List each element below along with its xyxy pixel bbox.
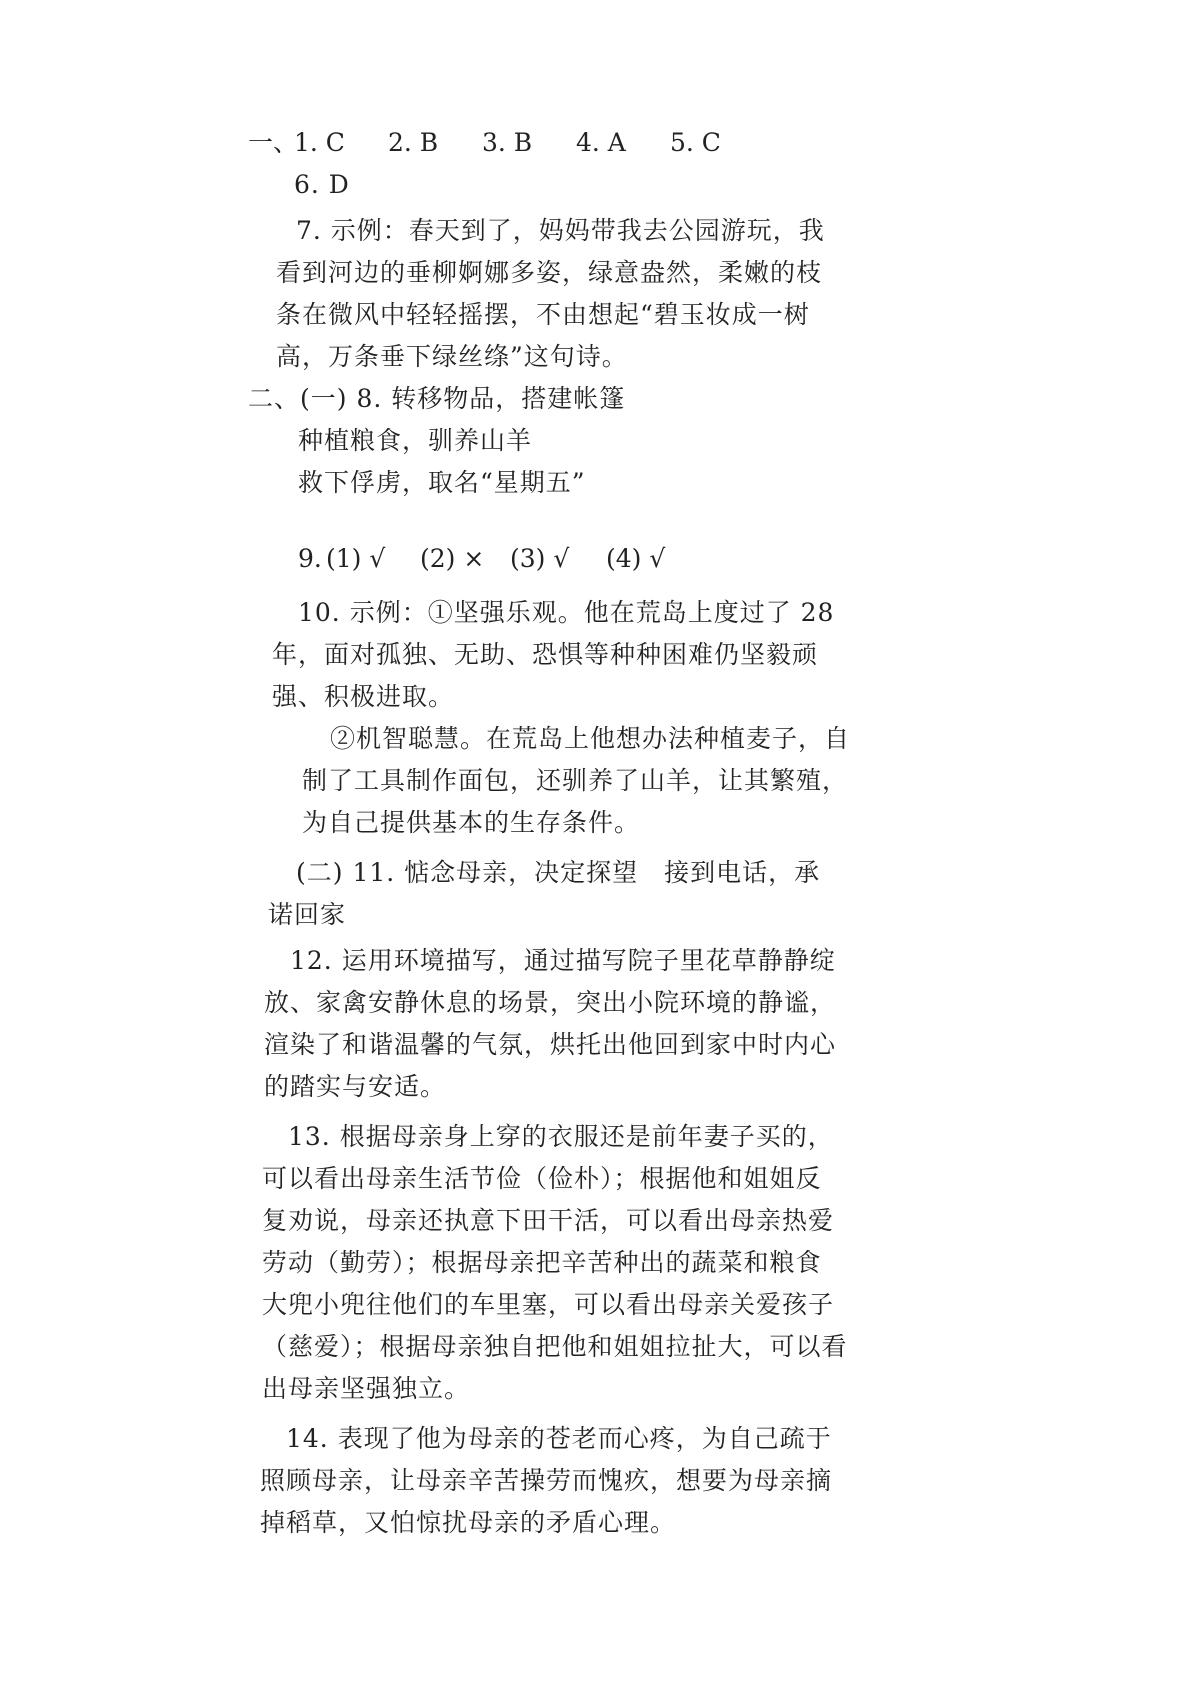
answer-q14-line3: 掉稻草，又怕惊扰母亲的矛盾心理。 xyxy=(260,1508,677,1537)
answer-q13-line2: 可以看出母亲生活节俭（俭朴）；根据他和姐姐反 xyxy=(262,1164,822,1193)
answer-q13-line5: 大兜小兜往他们的车里塞，可以看出母亲关爱孩子 xyxy=(262,1290,835,1319)
answer-q9-4: (4) √ xyxy=(606,544,666,573)
answer-q9-3: (3) √ xyxy=(510,544,570,573)
answer-q4: 4. A xyxy=(576,128,626,157)
answer-q6: 6. D xyxy=(294,170,350,199)
answer-q10-line1: 10. 示例：①坚强乐观。他在荒岛上度过了 28 xyxy=(298,598,835,627)
answer-q13-line4: 劳动（勤劳）；根据母亲把辛苦种出的蔬菜和粮食 xyxy=(262,1248,822,1277)
section1-prefix: 一、 xyxy=(248,128,299,157)
answer-q14-line1: 14. 表现了他为母亲的苍老而心疼，为自己疏于 xyxy=(286,1424,832,1453)
answer-q11-line1: (二) 11. 惦念母亲，决定探望 接到电话，承 xyxy=(296,858,821,887)
answer-q2: 2. B xyxy=(388,128,439,157)
answer-q8-item2: 救下俘虏，取名“星期五” xyxy=(298,468,586,497)
answer-q10-line2: 年，面对孤独、无助、恐惧等种种困难仍坚毅顽 xyxy=(272,640,819,669)
answer-q10-line4: ②机智聪慧。在荒岛上他想办法种植麦子，自 xyxy=(330,724,851,753)
answer-q10-line6: 为自己提供基本的生存条件。 xyxy=(302,808,641,837)
answer-q13-line7: 出母亲坚强独立。 xyxy=(262,1374,471,1403)
answer-q13-line6: （慈爱）；根据母亲独自把他和姐姐拉扯大，可以看 xyxy=(262,1332,848,1361)
answer-q10-line5: 制了工具制作面包，还驯养了山羊，让其繁殖， xyxy=(302,766,849,795)
answer-q7-line2: 看到河边的垂柳婀娜多姿，绿意盎然，柔嫩的枝 xyxy=(276,258,823,287)
answer-q12-line4: 的踏实与安适。 xyxy=(264,1072,447,1101)
answer-q1: 1. C xyxy=(294,128,345,157)
answer-q9-1: (1) √ xyxy=(326,544,386,573)
answer-q8-header: 二、(一) 8. 转移物品，搭建帐篷 xyxy=(248,384,626,413)
answer-q5: 5. C xyxy=(670,128,721,157)
answer-q13-line3: 复劝说，母亲还执意下田干活，可以看出母亲热爱 xyxy=(262,1206,835,1235)
answer-q12-line1: 12. 运用环境描写，通过描写院子里花草静静绽 xyxy=(290,946,836,975)
answer-q11-line2: 诺回家 xyxy=(268,900,347,929)
answer-q7-line4: 高，万条垂下绿丝绦”这句诗。 xyxy=(276,342,628,371)
answer-q7-line1: 7. 示例：春天到了，妈妈带我去公园游玩，我 xyxy=(296,216,825,245)
answer-q8-item1: 种植粮食，驯养山羊 xyxy=(298,426,533,455)
answer-q12-line2: 放、家禽安静休息的场景，突出小院环境的静谧， xyxy=(264,988,837,1017)
answer-q9-2: (2) × xyxy=(420,544,485,573)
answer-q7-line3: 条在微风中轻轻摇摆，不由想起“碧玉妆成一树 xyxy=(276,300,810,329)
answer-q10-line3: 强、积极进取。 xyxy=(272,682,455,711)
answer-q14-line2: 照顾母亲，让母亲辛苦操劳而愧疚，想要为母亲摘 xyxy=(260,1466,833,1495)
answer-q3: 3. B xyxy=(482,128,533,157)
answer-q12-line3: 渲染了和谐温馨的气氛，烘托出他回到家中时内心 xyxy=(264,1030,837,1059)
answer-q13-line1: 13. 根据母亲身上穿的衣服还是前年妻子买的， xyxy=(288,1122,834,1151)
answer-q9-label: 9. xyxy=(298,544,322,573)
